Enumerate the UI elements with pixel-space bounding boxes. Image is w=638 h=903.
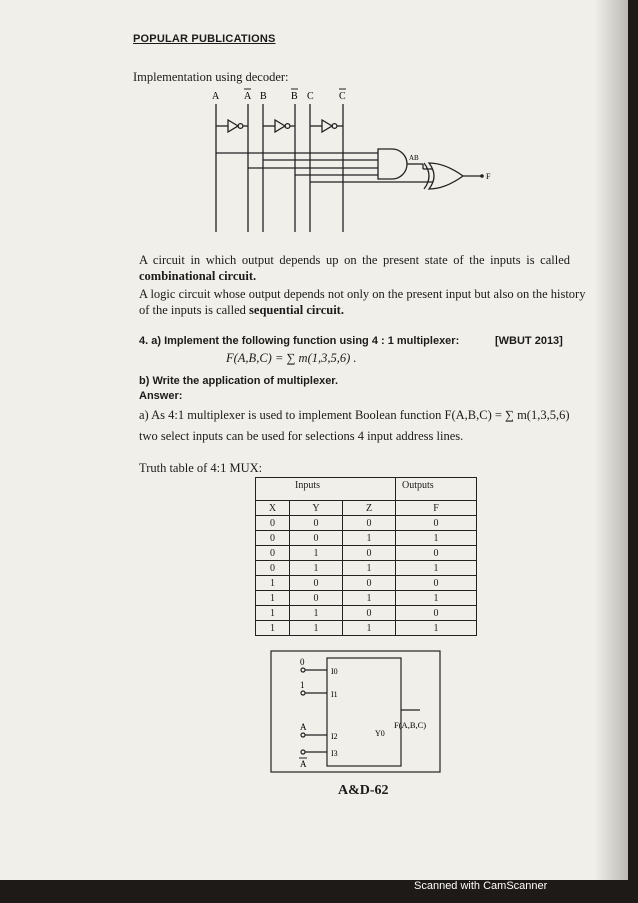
page-header: POPULAR PUBLICATIONS [133,33,276,45]
label-f: F [486,172,491,181]
mux-output-label: F(A,B,C) [394,720,427,730]
mux-output-pin: Y0 [375,729,385,738]
label-a: A [212,91,220,102]
paragraph-sequential-line1: A logic circuit whose output depends not only on the present input but also on the history [139,287,586,301]
table-row: 1 0 1 1 [256,591,477,606]
mux-pin-i2: I2 [331,732,338,741]
truth-table [255,477,477,636]
decoder-heading: Implementation using decoder: [133,70,289,84]
label-c-bar: C [339,91,346,102]
column-header-z: Z [343,501,396,516]
answer-label: Answer: [139,390,183,402]
outputs-group-label: Outputs [402,480,434,491]
mux-input-1: 1 [300,680,305,690]
label-b-bar: B [291,91,298,102]
term-combinational-circuit: combinational circuit. [139,269,257,283]
paragraph-sequential-text: of the inputs is called [139,303,246,317]
decoder-circuit-diagram [195,86,505,246]
question-4b: b) Write the application of multiplexer. [139,375,339,387]
answer-line-2: two select inputs can be used for selections 4 input address lines. [139,429,464,443]
question-tag: [WBUT 2013] [495,335,563,347]
term-sequential-circuit: sequential circuit. [249,303,344,317]
column-header-y: Y [290,501,343,516]
truth-table-caption: Truth table of 4:1 MUX: [139,461,263,475]
paragraph-combinational-line1: A circuit in which output depends up on the present state of the inputs is called [139,253,570,267]
label-b: B [260,91,267,102]
table-row: 0 0 0 0 [256,516,477,531]
camscanner-watermark: Scanned with CamScanner [414,880,548,892]
table-row: 0 0 1 1 [256,531,477,546]
mux-pin-i0: I0 [331,667,338,676]
label-c: C [307,91,314,102]
truth-table-header-row [256,501,477,516]
mux-input-a: A [300,722,307,732]
mux-pin-i3: I3 [331,749,338,758]
table-row: 1 1 1 1 [256,621,477,636]
table-row: 0 1 0 0 [256,546,477,561]
mux-diagram [270,650,442,774]
question-formula: F(A,B,C) = ∑ m(1,3,5,6) . [226,351,357,365]
mux-input-0: 0 [300,657,305,667]
mux-input-a-bar: A [300,759,307,769]
label-ab: AB [409,154,419,162]
question-4a: 4. a) Implement the following function using 4 : 1 multiplexer: [139,335,460,347]
table-row: 1 0 0 0 [256,576,477,591]
answer-line-1: a) As 4:1 multiplexer is used to implement Boolean function F(A,B,C) = ∑ m(1,3,5,6) [139,408,570,422]
label-a-bar: A [244,91,252,102]
table-row: 1 1 0 0 [256,606,477,621]
page-code: A&D-62 [338,783,389,798]
truth-table-group-row [256,478,477,501]
column-header-x: X [256,501,290,516]
column-header-f: F [396,501,477,516]
mux-pin-i1: I1 [331,690,338,699]
paragraph-sequential-line2 [139,303,344,318]
table-row: 0 1 1 1 [256,561,477,576]
inputs-group-label: Inputs [295,480,320,491]
